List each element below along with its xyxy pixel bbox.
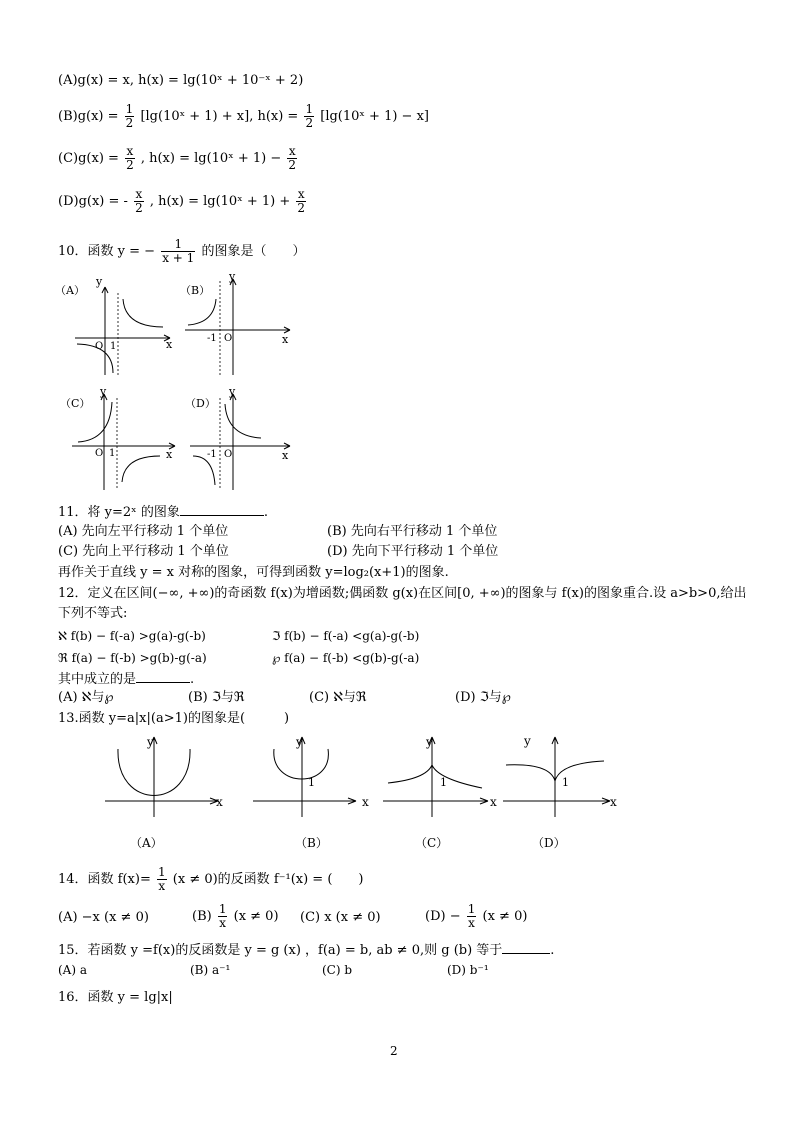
- q10-graph-d: [185, 385, 295, 495]
- q12-item-3: ℜ f(a) − f(-b) >g(b)-g(-a): [58, 651, 207, 665]
- q13-a-x: x: [216, 795, 223, 809]
- q9-c-pre: (C)g(x) =: [58, 151, 119, 166]
- q9-b-frac2: [304, 103, 314, 130]
- frac-num: 1: [305, 102, 314, 116]
- q12-item-2: ℑ f(b) − f(-a) <g(a)-g(-b): [272, 629, 420, 643]
- q13-b-tick: 1: [308, 776, 315, 789]
- q10-b-tick: -1: [207, 333, 217, 344]
- q12-item-4: ℘ f(a) − f(-b) <g(b)-g(-a): [272, 651, 420, 665]
- q14-option-b: [192, 903, 279, 930]
- frac-num: 1: [218, 902, 227, 916]
- q15-option-c: (C) b: [322, 963, 353, 977]
- q14-d-frac: [467, 903, 477, 930]
- q12-question: 其中成立的是 .: [58, 672, 195, 687]
- q10-a-y: y: [96, 275, 103, 288]
- q15-stem: 15．若函数 y =f(x)的反函数是 y = g (x) ，f(a) = b, ab ≠ 0,则 g (b) 等于 .: [58, 943, 555, 958]
- frac-num: x: [288, 144, 296, 158]
- q12-question-text: 其中成立的是: [58, 672, 137, 687]
- q14-option-d: [425, 903, 527, 930]
- frac-num: 1: [158, 865, 166, 879]
- q12-stem-line2: 下列不等式:: [58, 606, 128, 621]
- q10-a-x: x: [166, 338, 173, 351]
- q11-tail: 再作关于直线 y = x 对称的图象，可得到函数 y=log₂(x+1)的图象.: [58, 565, 449, 580]
- q15-option-d: (D) b⁻¹: [447, 963, 489, 977]
- q14-d-post: (x ≠ 0): [482, 909, 528, 924]
- q13-label-c: （C）: [415, 836, 449, 850]
- q10-label-d: （D）: [185, 397, 216, 410]
- q9-option-c: [58, 145, 299, 172]
- q10-c-o: O: [95, 448, 104, 459]
- q10-c-y: y: [100, 385, 107, 398]
- q11-answer-blank[interactable]: [180, 503, 264, 516]
- q14-option-a: (A) −x (x ≠ 0): [58, 910, 149, 925]
- q14-option-c: (C) x (x ≠ 0): [300, 910, 381, 925]
- q13-graph-c: [380, 733, 505, 853]
- q11-stem-text: 11．将 y=2ˣ 的图象: [58, 505, 180, 520]
- frac-num: 1: [467, 902, 476, 916]
- q10-graph-c: [60, 385, 185, 495]
- q9-b-pre: (B)g(x) =: [58, 109, 119, 124]
- q9-b-post: [lg(10ˣ + 1) − x]: [320, 109, 429, 124]
- q13-d-tick: 1: [562, 776, 569, 789]
- q12-option-c: (C) ℵ与ℜ: [309, 690, 367, 705]
- q13-c-x: x: [490, 795, 497, 809]
- frac-den: 2: [288, 158, 297, 172]
- q10-b-x: x: [282, 333, 289, 346]
- q10-d-tick: -1: [207, 449, 217, 460]
- q12-item-1: ℵ f(b) − f(-a) >g(a)-g(-b): [58, 629, 206, 643]
- q10-b-o: O: [224, 333, 233, 344]
- frac-den: x: [219, 916, 227, 930]
- frac-den: x: [468, 916, 475, 930]
- frac-den: x: [158, 879, 166, 893]
- frac-num: x: [126, 144, 134, 158]
- q10-stem-post: 的图象是（ ）: [201, 244, 306, 259]
- q9-option-a: (A)g(x) = x, h(x) = lg(10ˣ + 10⁻ˣ + 2): [58, 73, 304, 88]
- frac-den: 2: [135, 201, 143, 215]
- q9-c-mid: , h(x) = lg(10ˣ + 1) −: [140, 151, 282, 166]
- q10-d-o: O: [224, 449, 233, 460]
- q14-d-pre: (D) −: [425, 909, 461, 924]
- q14-b-pre: (B): [192, 909, 212, 924]
- frac-den: x + 1: [162, 251, 195, 265]
- q13-d-y: y: [524, 734, 531, 748]
- q10-a-o: O: [95, 341, 104, 352]
- q14-b-post: (x ≠ 0): [233, 909, 279, 924]
- q10-graph-a: [55, 275, 180, 380]
- q13-label-b: （B）: [295, 836, 328, 850]
- q10-b-y: y: [229, 270, 236, 283]
- q13-graph-b: [250, 733, 380, 853]
- q13-stem: 13.函数 y=a|x|(a>1)的图象是( ): [58, 711, 290, 726]
- q13-a-y: y: [147, 735, 154, 749]
- q10-d-y: y: [229, 385, 236, 398]
- frac-num: x: [135, 187, 143, 201]
- q9-c-frac1: [125, 145, 135, 172]
- q15-answer-blank[interactable]: [502, 941, 550, 954]
- q10-c-tick: 1: [109, 448, 116, 459]
- q13-d-x: x: [610, 795, 617, 809]
- frac-num: 1: [125, 102, 134, 116]
- q9-d-mid: , h(x) = lg(10ˣ + 1) +: [149, 194, 291, 209]
- q9-option-b: [58, 103, 429, 130]
- q15-option-b: (B) a⁻¹: [190, 963, 231, 977]
- frac-num: 1: [161, 238, 195, 252]
- q15-stem-text: 15．若函数 y =f(x)的反函数是 y = g (x) ，f(a) = b, ab ≠ 0,则 g (b) 等于: [58, 943, 503, 958]
- q12-option-b: (B) ℑ与ℜ: [188, 690, 245, 705]
- q13-b-y: y: [296, 735, 303, 749]
- q9-d-frac1: [134, 188, 144, 215]
- q9-d-frac2: [296, 188, 306, 215]
- q10-stem-pre: 10．函数 y = −: [58, 244, 156, 259]
- q11-option-a: (A) 先向左平行移动 1 个单位: [58, 524, 229, 539]
- q13-c-tick: 1: [440, 776, 447, 789]
- q14-stem-pre: 14．函数 f(x)=: [58, 872, 151, 887]
- q10-d-x: x: [282, 449, 289, 462]
- frac-den: 2: [126, 158, 134, 172]
- q10-label-a: （A）: [55, 284, 85, 297]
- q9-d-pre: (D)g(x) = -: [58, 194, 128, 209]
- q10-c-x: x: [166, 448, 173, 461]
- q13-graph-d: [500, 733, 625, 853]
- q11-option-b: (B) 先向右平行移动 1 个单位: [327, 524, 498, 539]
- q15-option-a: (A) a: [58, 963, 87, 977]
- frac-den: 2: [297, 201, 306, 215]
- q9-option-d: [58, 188, 308, 215]
- q14-frac: [157, 866, 167, 893]
- q14-stem: [58, 866, 363, 893]
- q10-graph-b: [180, 270, 295, 380]
- q10-stem: [58, 238, 305, 265]
- q10-label-c: （C）: [60, 397, 91, 410]
- q13-b-x: x: [362, 795, 369, 809]
- q10-label-b: （B）: [180, 284, 211, 297]
- q10-frac: [161, 238, 195, 265]
- q12-stem-line1: 12．定义在区间(−∞, +∞)的奇函数 f(x)为增函数;偶函数 g(x)在区间[0, +∞)的图象与 f(x)的图象重合.设 a>b>0,给出: [58, 586, 747, 601]
- q9-c-frac2: [287, 145, 297, 172]
- q13-c-y: y: [426, 735, 433, 749]
- q13-graph-a: [100, 733, 235, 853]
- q11-option-c: (C) 先向上平行移动 1 个单位: [58, 544, 229, 559]
- q9-b-frac1: [125, 103, 135, 130]
- frac-den: 2: [125, 116, 134, 130]
- q13-label-d: （D）: [532, 836, 566, 850]
- q11-stem: 11．将 y=2ˣ 的图象 .: [58, 505, 268, 520]
- q16-stem: 16．函数 y = lg|x|: [58, 990, 173, 1005]
- frac-num: x: [297, 187, 305, 201]
- q12-answer-blank[interactable]: [136, 670, 190, 683]
- q12-option-d: (D) ℑ与℘: [455, 690, 511, 705]
- q10-a-tick: 1: [110, 341, 117, 352]
- q11-option-d: (D) 先向下平行移动 1 个单位: [327, 544, 499, 559]
- q14-stem-mid: (x ≠ 0)的反函数 f⁻¹(x) = ( ): [172, 872, 364, 887]
- q12-option-a: (A) ℵ与℘: [58, 690, 114, 705]
- q14-b-frac: [218, 903, 228, 930]
- frac-den: 2: [305, 116, 314, 130]
- q13-label-a: （A）: [130, 836, 163, 850]
- q9-b-mid: [lg(10ˣ + 1) + x], h(x) =: [140, 109, 299, 124]
- page-number: 2: [390, 1044, 398, 1058]
